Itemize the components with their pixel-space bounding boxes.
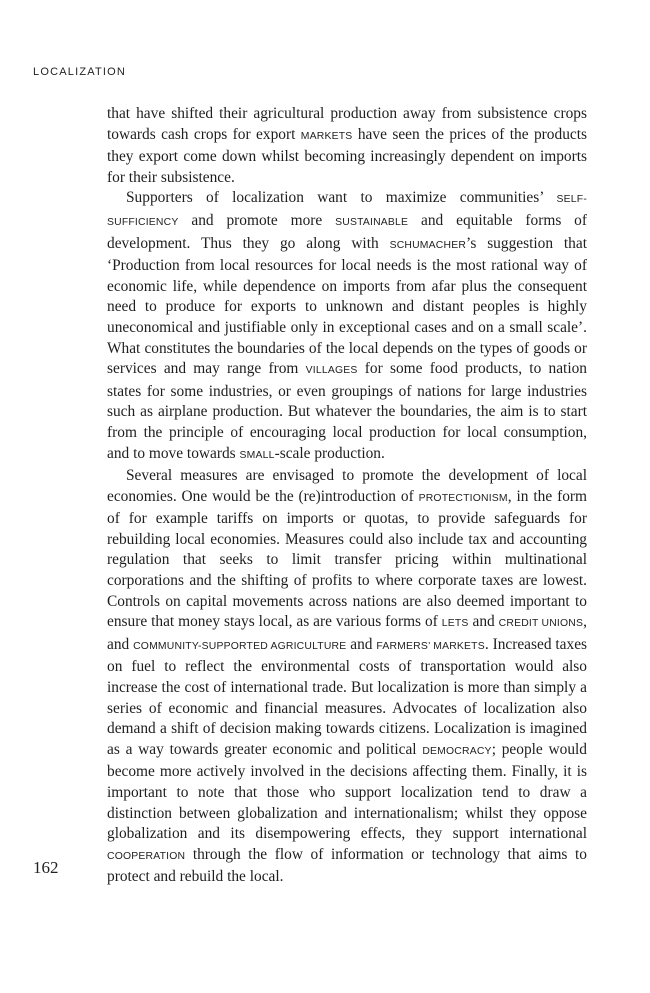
paragraph bbox=[107, 188, 587, 466]
paragraph bbox=[107, 104, 587, 188]
cross-reference-term: FARMERS’ MARKETS bbox=[376, 640, 485, 652]
text-run: -scale production. bbox=[274, 444, 385, 462]
text-run: Supporters of localization want to maximize communities’ bbox=[126, 189, 557, 207]
text-run: for some food products, to nation states for some industries, or even groupings of nations for large industries such as airplane production. But whatever the boundaries, the aim is to start from the principle of encouraging local production for local consumption, and to move towards bbox=[107, 360, 587, 462]
cross-reference-term: PROTECTIONISM bbox=[418, 492, 508, 504]
cross-reference-term: SELF-SUFFICIENCY bbox=[107, 194, 587, 228]
text-run: have seen the prices of the products they export come down whilst becoming increasingly dependent on imports for their subsistence. bbox=[107, 125, 587, 186]
text-run: . Increased taxes on fuel to reflect the environmental costs of transportation would also increase the cost of international trade. But localization is more than simply a series of economic and financial measures. Advocates of localization also demand a shift of decision making towards citizens. Localization is imagined as a way towards greater economic and political bbox=[107, 635, 588, 758]
running-head: LOCALIZATION bbox=[33, 66, 127, 78]
text-run: and equitable forms of development. Thus they go along with bbox=[107, 211, 588, 252]
cross-reference-term: DEMOCRACY bbox=[422, 745, 492, 757]
cross-reference-term: COMMUNITY-SUPPORTED AGRICULTURE bbox=[133, 640, 347, 652]
cross-reference-term: VILLAGES bbox=[305, 365, 358, 377]
text-run: ; people would become more actively involved in the decisions affecting them. Finally, it is important to note that those who support localization tend to draw a distinction between globalization and internationalism; whilst they oppose globalization and its disempowering effects, they support international bbox=[107, 740, 587, 843]
paragraph bbox=[107, 466, 587, 888]
cross-reference-term: MARKETS bbox=[300, 130, 353, 142]
text-run: and bbox=[468, 613, 499, 631]
cross-reference-term: COOPERATION bbox=[107, 850, 186, 862]
text-run: and promote more bbox=[178, 211, 336, 229]
page-number: 162 bbox=[33, 858, 59, 877]
cross-reference-term: LETS bbox=[441, 618, 469, 630]
cross-reference-term: CREDIT UNIONS bbox=[498, 618, 584, 630]
text-run: through the flow of information or technology that aims to protect and rebuild the local. bbox=[107, 845, 587, 886]
text-run: Several measures are envisaged to promote the development of local economies. One would be the (re)introduction of bbox=[107, 467, 587, 505]
text-run: ’s suggestion that ‘Production from local resources for local needs is the most rational way of economic life, while dependence on imports from afar plus the consequent need to produce for exports to unknown and distant peoples is highly uneconomical and justifiable only in exceptional cases and on a small scale’. What constitutes the boundaries of the local depends on the types of goods or services and may range from bbox=[107, 234, 587, 378]
cross-reference-term: SCHUMACHER bbox=[389, 239, 467, 251]
cross-reference-term: SUSTAINABLE bbox=[335, 216, 409, 228]
text-run: that have shifted their agricultural production away from subsistence crops towards cash crops for export bbox=[107, 105, 587, 143]
body-text bbox=[107, 104, 587, 888]
text-run: , and bbox=[107, 613, 587, 653]
text-run: , in the form of for example tariffs on imports or quotas, to provide safeguards for rebuilding local economies. Measures could also include tax and accounting regulation that seeks to limit transfer pricing within multinational corporations and the shifting of profits to where corporate taxes are lowest. Controls on capital movements across nations are also deemed important to ensure that money stays local, as are various forms of bbox=[107, 487, 587, 631]
cross-reference-term: SMALL bbox=[239, 449, 275, 461]
text-run: and bbox=[346, 635, 377, 653]
